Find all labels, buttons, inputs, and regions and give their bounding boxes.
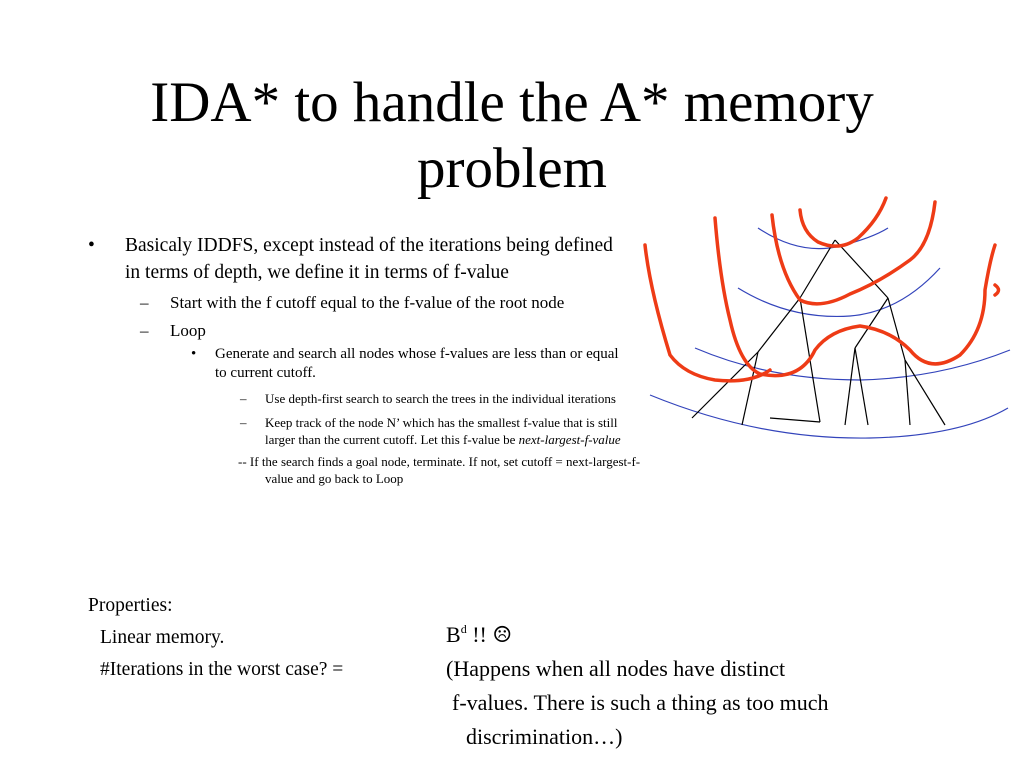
- properties-line: Linear memory.: [100, 627, 225, 648]
- bullet-dash-icon: –: [140, 293, 149, 312]
- bullet-dot-icon: •: [88, 235, 95, 256]
- tree-edge: [855, 348, 868, 425]
- bullet-text: Loop: [170, 321, 206, 340]
- bullet-level2: [88, 291, 630, 314]
- tree-edge: [770, 418, 820, 422]
- note-line-1: [446, 612, 829, 652]
- properties-block: [88, 590, 343, 686]
- worst-case-note: [446, 612, 829, 754]
- bullet-level1: [88, 232, 621, 286]
- red-contour-1: [800, 198, 886, 246]
- bullet-dash-icon: –: [240, 391, 247, 406]
- bullet-text: Generate and search all nodes whose f-values are less than or equal to current cutoff.: [215, 346, 619, 381]
- bullet-level3: [88, 345, 625, 383]
- tree-edge: [742, 352, 758, 425]
- bullet-text: -- If the search finds a goal node, terminate. If not, set cutoff = next-largest-f-value and go back to Loop: [238, 454, 641, 486]
- properties-heading: Properties:: [88, 595, 173, 616]
- frown-face-icon: ☹: [492, 622, 513, 647]
- bullet-level4-continuation: [88, 453, 645, 487]
- bullet-list: [88, 232, 648, 487]
- note-line-4: discrimination…): [466, 724, 623, 749]
- search-tree: [692, 240, 945, 425]
- bullet-level2: [88, 319, 630, 342]
- red-contours: [645, 198, 999, 381]
- bullet-text: Start with the f cutoff equal to the f-value of the root node: [170, 293, 565, 312]
- tree-edge: [888, 298, 905, 360]
- note-line-2: (Happens when all nodes have distinct: [446, 656, 786, 681]
- bullet-dash-icon: –: [240, 415, 247, 430]
- red-contour-2: [772, 202, 935, 304]
- bullet-text: Keep track of the node N’ which has the smallest f-value that is still larger than the current cutoff. Let this f-value be: [265, 415, 618, 447]
- red-contour-5: [995, 285, 999, 295]
- title-line-2: problem: [417, 137, 607, 200]
- tree-edge: [758, 298, 800, 352]
- note-base: B: [446, 622, 461, 647]
- tree-edge: [855, 298, 888, 348]
- title-line-1: IDA* to handle the A* memory: [150, 71, 874, 134]
- red-contour-4: [645, 245, 770, 381]
- note-line-3: f-values. There is such a thing as too much: [452, 690, 829, 715]
- slide-title: [80, 70, 944, 202]
- blue-contour-4: [650, 395, 1008, 438]
- properties-line: #Iterations in the worst case? =: [100, 659, 344, 680]
- bullet-text: Basicaly IDDFS, except instead of the iterations being defined in terms of depth, we define it in terms of f-value: [125, 235, 613, 283]
- blue-contour-2: [738, 268, 940, 316]
- tree-edge: [845, 348, 855, 425]
- search-tree-contour-sketch: [640, 190, 1024, 460]
- bullet-level4: [88, 414, 643, 448]
- bullet-text: Use depth-first search to search the trees in the individual iterations: [265, 391, 616, 406]
- bullet-text-italic: next-largest-f-value: [518, 432, 621, 447]
- tree-edge: [905, 360, 910, 425]
- bullet-dash-icon: –: [140, 321, 149, 340]
- bullet-level4: [88, 390, 643, 407]
- note-exclaim: !!: [466, 622, 493, 647]
- tree-edge: [905, 360, 945, 425]
- note-superscript: d: [460, 622, 467, 636]
- bullet-dot-icon: •: [191, 346, 197, 362]
